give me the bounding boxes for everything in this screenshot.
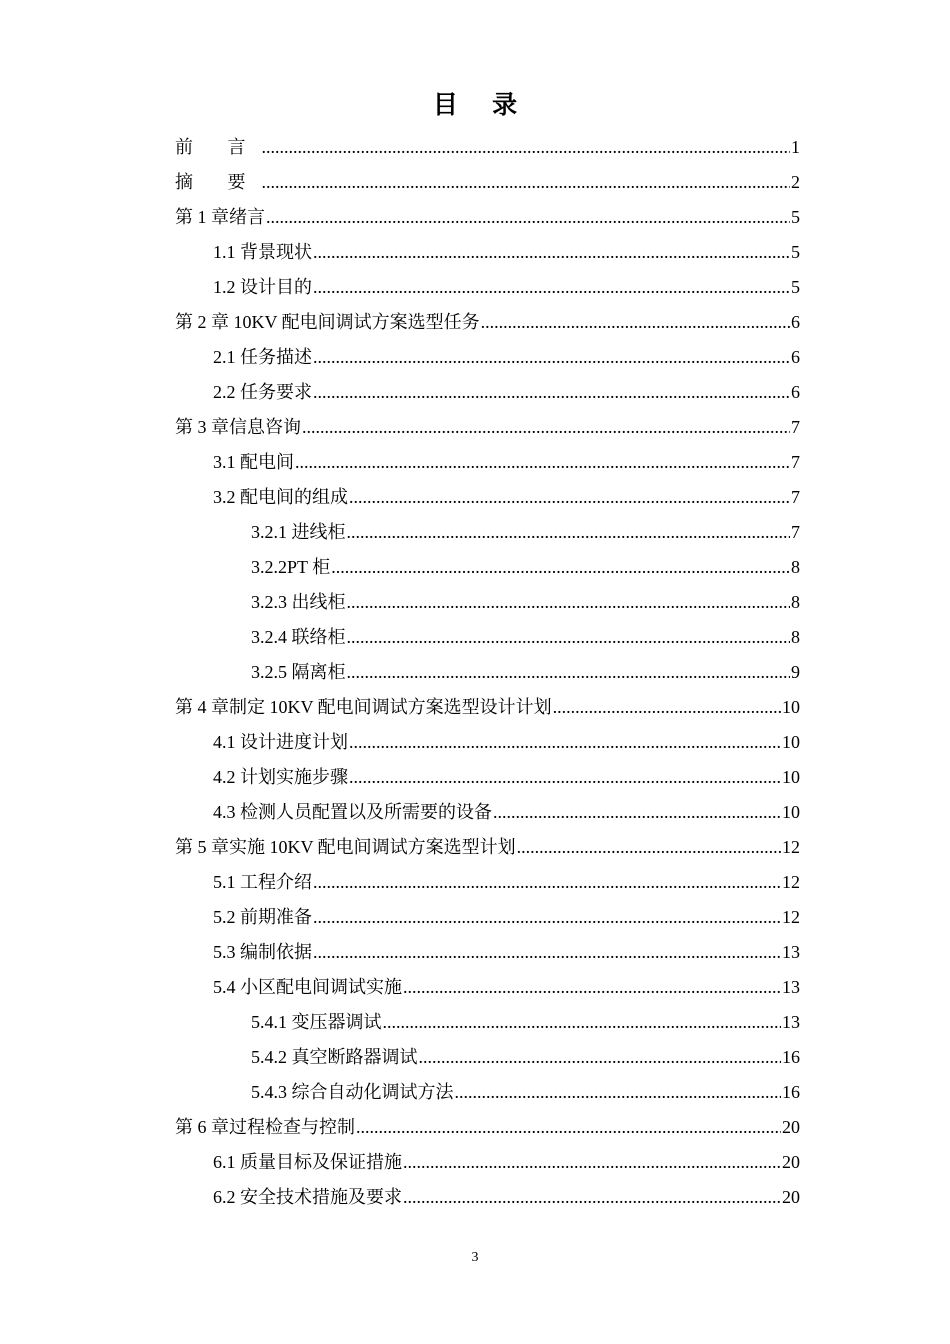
toc-entry-label: 5.4.1 变压器调试: [251, 1012, 382, 1032]
toc-entry-label: 5.4.3 综合自动化调试方法: [251, 1082, 454, 1102]
toc-entry[interactable]: [175, 585, 800, 620]
toc-leader-dots: [553, 690, 781, 725]
toc-leader-dots: [347, 585, 791, 620]
toc-entry-label: 4.1 设计进度计划: [213, 732, 348, 752]
toc-leader-dots: [356, 1110, 781, 1145]
toc-entry-label: 6.2 安全技术措施及要求: [213, 1187, 402, 1207]
toc-entry[interactable]: [175, 200, 800, 235]
toc-entry-page: 7: [791, 452, 800, 472]
toc-entry[interactable]: [175, 970, 800, 1005]
toc-entry-page: 10: [782, 767, 800, 787]
toc-entry-label: 第 1 章绪言: [175, 207, 265, 227]
toc-entry-page: 12: [782, 907, 800, 927]
toc-entry[interactable]: [175, 1110, 800, 1145]
toc-leader-dots: [349, 480, 790, 515]
toc-entry-page: 13: [782, 1012, 800, 1032]
toc-entry-page: 16: [782, 1047, 800, 1067]
toc-entry[interactable]: [175, 900, 800, 935]
toc-entry-page: 7: [791, 417, 800, 437]
toc-entry-page: 20: [782, 1187, 800, 1207]
toc-leader-dots: [313, 375, 790, 410]
toc-entry-label: 第 2 章 10KV 配电间调试方案选型任务: [175, 312, 480, 332]
toc-entry-label: 3.2 配电间的组成: [213, 487, 348, 507]
toc-entry-label: 3.2.1 进线柜: [251, 522, 346, 542]
toc-entry[interactable]: [175, 1005, 800, 1040]
toc-leader-dots: [347, 655, 791, 690]
toc-entry[interactable]: [175, 305, 800, 340]
toc-leader-dots: [517, 830, 781, 865]
table-of-contents: [175, 130, 800, 1215]
toc-entry-label: 3.2.3 出线柜: [251, 592, 346, 612]
toc-entry-page: 12: [782, 872, 800, 892]
toc-entry-page: 6: [791, 347, 800, 367]
toc-entry[interactable]: [175, 235, 800, 270]
toc-entry-label: 2.1 任务描述: [213, 347, 312, 367]
toc-entry[interactable]: [175, 445, 800, 480]
toc-entry[interactable]: [175, 725, 800, 760]
toc-leader-dots: [403, 1180, 781, 1215]
toc-entry[interactable]: [175, 690, 800, 725]
toc-entry-page: 1: [791, 137, 800, 157]
toc-leader-dots: [262, 165, 791, 200]
toc-entry-label: 3.1 配电间: [213, 452, 294, 472]
toc-leader-dots: [481, 305, 790, 340]
toc-entry[interactable]: [175, 1145, 800, 1180]
toc-entry-page: 8: [791, 557, 800, 577]
toc-leader-dots: [349, 725, 781, 760]
toc-leader-dots: [313, 900, 781, 935]
toc-leader-dots: [302, 410, 790, 445]
toc-entry-page: 7: [791, 522, 800, 542]
toc-leader-dots: [349, 760, 781, 795]
toc-entry[interactable]: [175, 375, 800, 410]
toc-leader-dots: [313, 235, 790, 270]
toc-entry[interactable]: [175, 130, 800, 165]
toc-entry-page: 5: [791, 207, 800, 227]
toc-entry-label: 摘 要: [175, 172, 261, 192]
toc-entry[interactable]: [175, 480, 800, 515]
toc-entry-page: 16: [782, 1082, 800, 1102]
toc-entry-label: 4.3 检测人员配置以及所需要的设备: [213, 802, 492, 822]
page-number: 3: [471, 1250, 479, 1265]
toc-leader-dots: [331, 550, 790, 585]
toc-leader-dots: [295, 445, 790, 480]
toc-entry-label: 1.2 设计目的: [213, 277, 312, 297]
toc-entry[interactable]: [175, 1180, 800, 1215]
toc-entry-page: 20: [782, 1152, 800, 1172]
toc-entry-label: 第 4 章制定 10KV 配电间调试方案选型设计计划: [175, 697, 552, 717]
toc-leader-dots: [313, 865, 781, 900]
toc-entry-label: 5.1 工程介绍: [213, 872, 312, 892]
toc-entry-label: 5.3 编制依据: [213, 942, 312, 962]
toc-entry[interactable]: [175, 550, 800, 585]
toc-entry-label: 第 5 章实施 10KV 配电间调试方案选型计划: [175, 837, 516, 857]
toc-leader-dots: [262, 130, 791, 165]
toc-entry-page: 8: [791, 627, 800, 647]
toc-entry-page: 13: [782, 942, 800, 962]
toc-entry-label: 第 6 章过程检查与控制: [175, 1117, 355, 1137]
toc-leader-dots: [313, 935, 781, 970]
toc-entry-page: 8: [791, 592, 800, 612]
toc-entry-page: 9: [791, 662, 800, 682]
toc-entry[interactable]: [175, 1075, 800, 1110]
toc-entry[interactable]: [175, 935, 800, 970]
toc-entry[interactable]: [175, 165, 800, 200]
toc-entry[interactable]: [175, 620, 800, 655]
toc-entry-label: 5.4.2 真空断路器调试: [251, 1047, 418, 1067]
toc-entry-label: 3.2.2PT 柜: [251, 557, 331, 577]
toc-leader-dots: [419, 1040, 782, 1075]
toc-entry-label: 前 言: [175, 137, 261, 157]
toc-entry-label: 5.4 小区配电间调试实施: [213, 977, 402, 997]
toc-entry-label: 1.1 背景现状: [213, 242, 312, 262]
toc-entry[interactable]: [175, 655, 800, 690]
toc-entry-page: 2: [791, 172, 800, 192]
toc-entry-page: 5: [791, 242, 800, 262]
toc-entry-page: 13: [782, 977, 800, 997]
toc-leader-dots: [313, 340, 790, 375]
toc-entry[interactable]: [175, 515, 800, 550]
toc-leader-dots: [403, 970, 781, 1005]
toc-leader-dots: [403, 1145, 781, 1180]
toc-entry-label: 第 3 章信息咨询: [175, 417, 301, 437]
toc-entry-page: 7: [791, 487, 800, 507]
toc-entry-page: 6: [791, 382, 800, 402]
toc-entry-label: 4.2 计划实施步骤: [213, 767, 348, 787]
toc-leader-dots: [313, 270, 790, 305]
toc-entry-page: 10: [782, 802, 800, 822]
toc-entry-page: 5: [791, 277, 800, 297]
toc-entry-page: 10: [782, 732, 800, 752]
toc-leader-dots: [347, 515, 791, 550]
toc-entry[interactable]: [175, 795, 800, 830]
toc-entry[interactable]: [175, 830, 800, 865]
toc-entry[interactable]: [175, 340, 800, 375]
toc-entry-page: 10: [782, 697, 800, 717]
toc-entry-label: 6.1 质量目标及保证措施: [213, 1152, 402, 1172]
toc-leader-dots: [455, 1075, 782, 1110]
toc-leader-dots: [347, 620, 791, 655]
toc-entry[interactable]: [175, 1040, 800, 1075]
toc-entry[interactable]: [175, 760, 800, 795]
toc-entry[interactable]: [175, 410, 800, 445]
toc-entry-label: 5.2 前期准备: [213, 907, 312, 927]
toc-leader-dots: [383, 1005, 782, 1040]
toc-entry-page: 12: [782, 837, 800, 857]
toc-entry-label: 3.2.5 隔离柜: [251, 662, 346, 682]
toc-entry-label: 3.2.4 联络柜: [251, 627, 346, 647]
toc-entry[interactable]: [175, 270, 800, 305]
toc-leader-dots: [493, 795, 781, 830]
toc-entry-label: 2.2 任务要求: [213, 382, 312, 402]
toc-entry[interactable]: [175, 865, 800, 900]
page-title: 目 录: [432, 92, 532, 119]
toc-entry-page: 20: [782, 1117, 800, 1137]
toc-leader-dots: [266, 200, 790, 235]
toc-entry-page: 6: [791, 312, 800, 332]
